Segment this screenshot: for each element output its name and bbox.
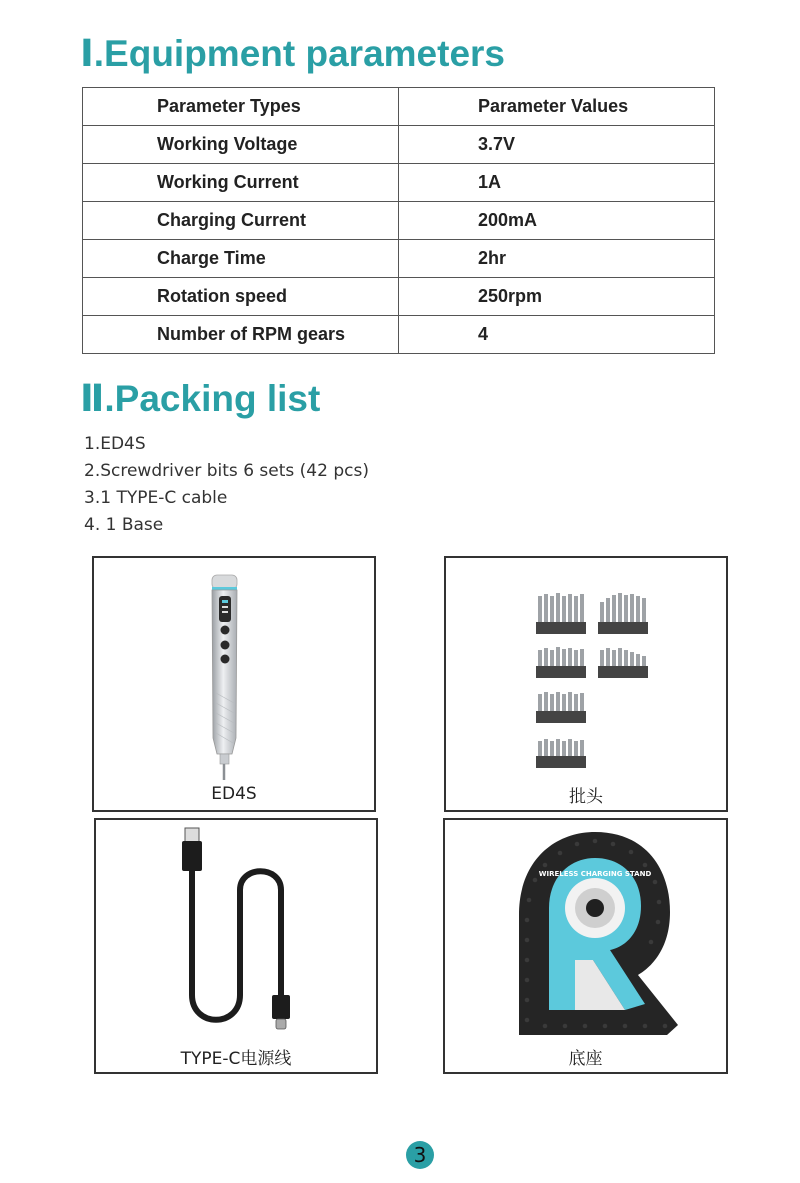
item-card-cable	[94, 818, 378, 1074]
table-header-cell: Parameter Types	[83, 88, 399, 126]
table-row	[83, 278, 715, 316]
table-cell: 4	[399, 316, 715, 354]
table-row	[83, 316, 715, 354]
item-caption: ED4S	[211, 784, 257, 804]
bit-set	[598, 648, 648, 678]
bit-set	[598, 593, 648, 634]
charging-base-image	[445, 820, 726, 1072]
table-row	[83, 126, 715, 164]
page-number: 3	[406, 1141, 434, 1169]
table-cell: 2hr	[399, 240, 715, 278]
table-cell: Rotation speed	[83, 278, 399, 316]
section-title-equipment: Ⅰ.Equipment parameters	[80, 33, 505, 74]
table-cell: Working Voltage	[83, 126, 399, 164]
item-caption: TYPE-C电源线	[180, 1049, 292, 1069]
item-caption: 批头	[569, 787, 603, 807]
item-caption: 底座	[568, 1049, 603, 1069]
table-row	[83, 164, 715, 202]
table-cell: 250rpm	[399, 278, 715, 316]
list-item: 2.Screwdriver bits 6 sets (42 pcs)	[84, 461, 369, 481]
bit-set	[536, 739, 586, 768]
table-header-cell: Parameter Values	[399, 88, 715, 126]
bit-set	[536, 593, 586, 634]
item-card-bits	[444, 556, 728, 812]
bit-set	[536, 692, 586, 723]
table-header-row	[83, 88, 715, 126]
list-item: 4. 1 Base	[84, 515, 164, 535]
packing-list	[84, 431, 369, 539]
electric-screwdriver-image	[94, 558, 374, 810]
table-cell: 3.7V	[399, 126, 715, 164]
section-title-packing: Ⅱ.Packing list	[80, 378, 321, 419]
table-cell: Charging Current	[83, 202, 399, 240]
table-cell: Charge Time	[83, 240, 399, 278]
bit-set	[536, 647, 586, 678]
table-cell: Working Current	[83, 164, 399, 202]
base-label: WIRELESS CHARGING STAND	[538, 870, 652, 878]
item-card-screwdriver	[92, 556, 376, 812]
table-row	[83, 202, 715, 240]
table-row	[83, 240, 715, 278]
list-item: 3.1 TYPE-C cable	[84, 488, 228, 508]
table-cell: Number of RPM gears	[83, 316, 399, 354]
usb-c-cable-image	[96, 820, 376, 1072]
list-item: 1.ED4S	[84, 434, 146, 454]
screwdriver-bits-image	[446, 558, 726, 810]
table-cell: 1A	[399, 164, 715, 202]
table-cell: 200mA	[399, 202, 715, 240]
item-card-base	[443, 818, 728, 1074]
parameters-table	[82, 87, 715, 354]
